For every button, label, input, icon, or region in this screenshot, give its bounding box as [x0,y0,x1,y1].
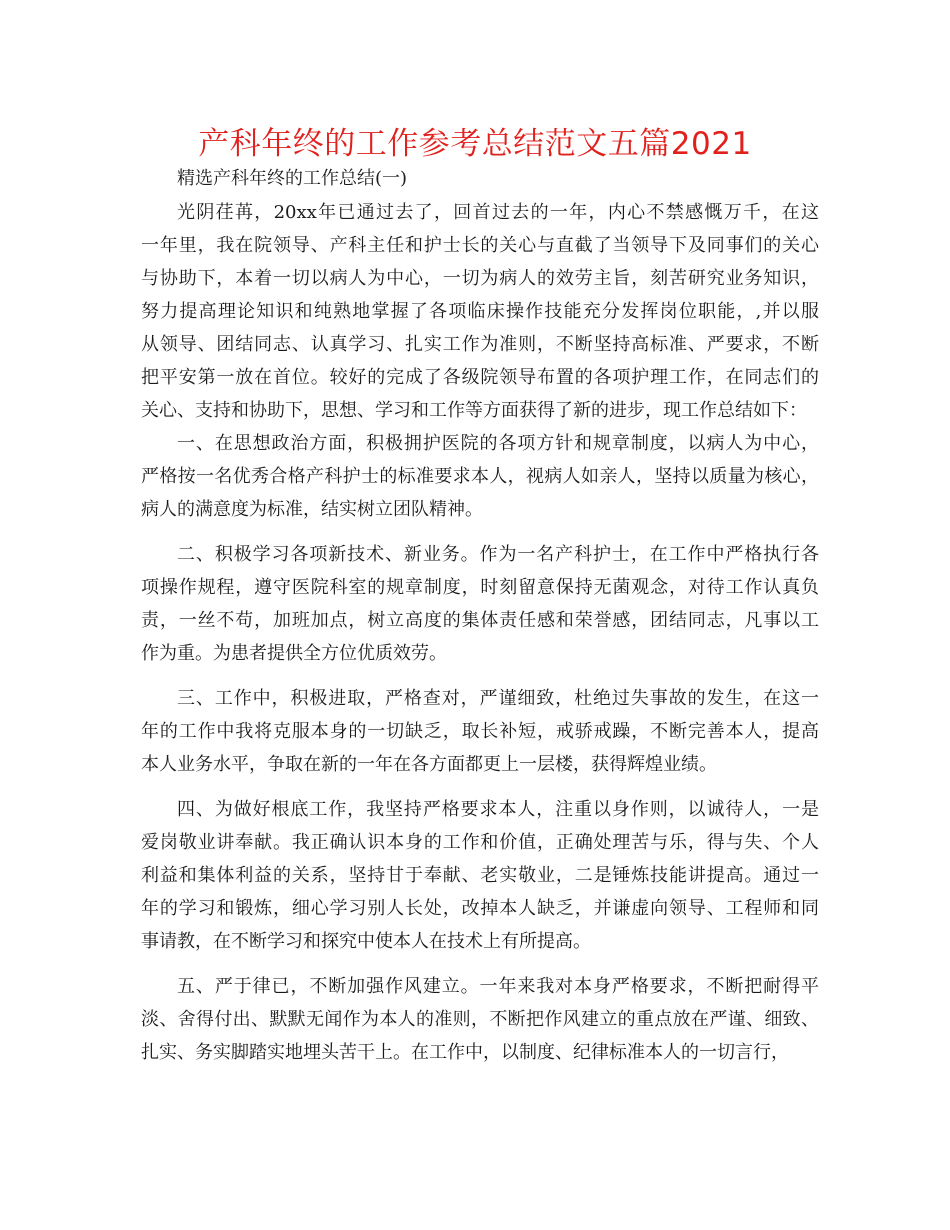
text-line: 一年里，我在院领导、产科主任和护士长的关心与直截了当领导下及同事们的关心 [141,235,819,256]
paragraph-section-4 [141,793,819,958]
text-line: 从领导、团结同志、认真学习、扎实工作为准则，不断坚持高标准、严要求，不断 [141,334,819,355]
paragraph-section-2 [141,538,819,670]
text-line: 年的学习和锻炼，细心学习别人长处，改掉本人缺乏，并谦虚向领导、工程师和同 [141,898,819,919]
text-line: 爱岗敬业讲奉献。我正确认识本身的工作和价值，正确处理苦与乐，得与失、个人 [141,832,819,853]
text-line: 利益和集体利益的关系，坚持甘于奉献、老实敬业，二是锤炼技能讲提高。通过一 [141,865,819,886]
paragraph-intro [141,196,819,427]
section-subtitle: 精选产科年终的工作总结(一) [177,168,408,189]
paragraph-gap [141,670,819,682]
document-body [141,165,819,1069]
text-line: 淡、舍得付出、默默无闻作为本人的准则，不断把作风建立的重点放在严谨、细致、 [141,1009,819,1030]
paragraph-section-5 [141,970,819,1069]
text-line: 三、工作中，积极进取，严格查对，严谨细致，杜绝过失事故的发生，在这一 [177,688,819,709]
paragraph-gap [141,958,819,970]
text-line: 本人业务水平，争取在新的一年在各方面都更上一层楼，获得辉煌业绩。 [141,754,717,775]
text-line: 项操作规程，遵守医院科室的规章制度，时刻留意保持无菌观念，对待工作认真负 [141,577,819,598]
text-line: 一、在思想政治方面，积极拥护医院的各项方针和规章制度，以病人为中心， [177,433,819,454]
text-line: 努力提高理论知识和纯熟地掌握了各项临床操作技能充分发挥岗位职能，,并以服 [141,301,819,322]
text-line: 与协助下，本着一切以病人为中心，一切为病人的效劳主旨，刻苦研究业务知识， [141,268,819,289]
text-line: 严格按一名优秀合格产科护士的标准要求本人，视病人如亲人，坚持以质量为核心， [141,466,819,487]
text-line: 五、严于律已，不断加强作风建立。一年来我对本身严格要求，不断把耐得平 [177,976,819,997]
text-line: 把平安第一放在首位。较好的完成了各级院领导布置的各项护理工作，在同志们的 [141,367,819,388]
text-line: 年的工作中我将克服本身的一切缺乏，取长补短，戒骄戒躁，不断完善本人，提高 [141,721,819,742]
paragraph-gap [141,781,819,793]
text-line: 光阴荏苒，20xx年已通过去了，回首过去的一年，内心不禁感慨万千，在这 [177,202,819,223]
text-line: 作为重。为患者提供全方位优质效劳。 [141,643,447,664]
text-line: 扎实、务实脚踏实地埋头苦干上。在工作中，以制度、纪律标准本人的一切言行， [141,1042,789,1063]
text-line: 四、为做好根底工作，我坚持严格要求本人，注重以身作则，以诚待人，一是 [177,799,819,820]
document-title: 产科年终的工作参考总结范文五篇2021 [198,126,752,162]
text-line: 关心、支持和协助下，思想、学习和工作等方面获得了新的进步，现工作总结如下： [141,400,807,421]
text-line: 事请教，在不断学习和探究中使本人在技术上有所提高。 [141,931,591,952]
paragraph-section-1 [141,427,819,526]
paragraph-section-3 [141,682,819,781]
text-line: 病人的满意度为标准，结实树立团队精神。 [141,499,483,520]
text-line: 责，一丝不苟，加班加点，树立高度的集体责任感和荣誉感，团结同志，凡事以工 [141,610,819,631]
paragraph-gap [141,526,819,538]
text-line: 二、积极学习各项新技术、新业务。作为一名产科护士，在工作中严格执行各 [177,544,819,565]
